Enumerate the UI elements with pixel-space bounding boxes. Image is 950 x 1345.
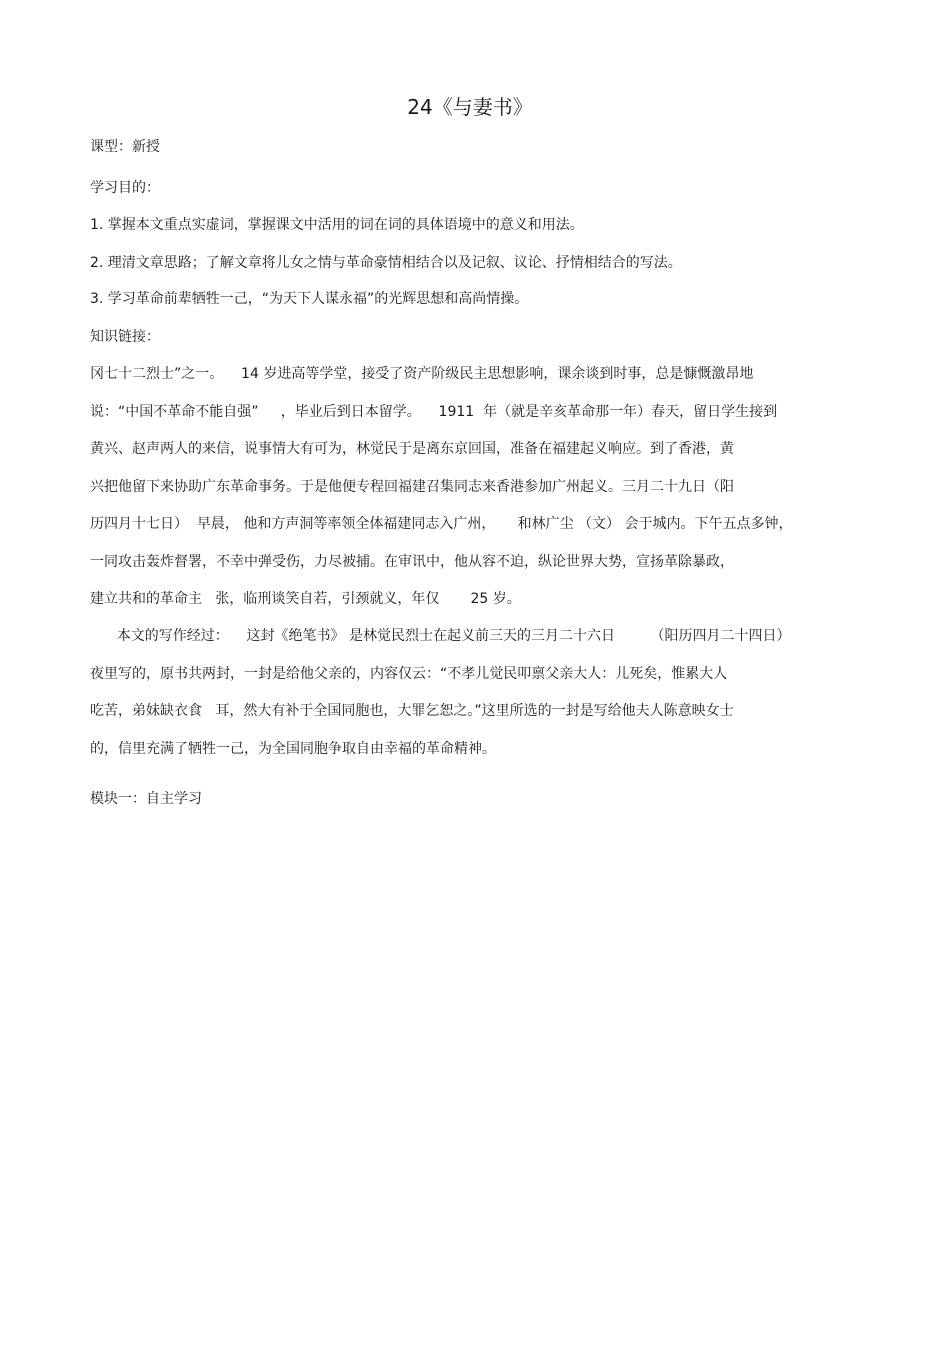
paragraph-line: 夜里写的，原书共两封，一封是给他父亲的，内容仅云：“不孝儿觉民叩禀父亲大人：儿死矣，惟累大人 — [90, 666, 728, 682]
paragraph-line: 历四月十七日） 早晨， 他和方声洞等率领全体福建同志入广州， 和林广尘 （文） 会于城内。下午五点多钟， — [90, 516, 793, 532]
document-title: 24《与妻书》 — [407, 95, 533, 119]
paragraph-line: 建立共和的革命主 张，临刑谈笑自若，引颈就义，年仅 25 岁。 — [90, 591, 521, 607]
lesson-type: 课型：新授 — [90, 139, 160, 155]
learning-goal-3: 3. 学习革命前辈牺牲一己，“为天下人谋永福”的光辉思想和高尚情操。 — [90, 291, 529, 307]
paragraph-line: 黄兴、赵声两人的来信，说事情大有可为，林觉民于是离东京回国，准备在福建起义响应。到了香港，黄 — [90, 441, 734, 457]
paragraph-line: 的，信里充满了牺牲一己，为全国同胞争取自由幸福的革命精神。 — [90, 741, 496, 757]
paragraph-line: 冈七十二烈士”之一。 14 岁进高等学堂，接受了资产阶级民主思想影响，课余谈到时事，总是慷慨激昂地 — [90, 366, 754, 382]
paragraph-line: 兴把他留下来协助广东革命事务。于是他便专程回福建召集同志来香港参加广州起义。三月二十九日（阳 — [90, 479, 734, 495]
paragraph-line: 吃苦，弟妹缺衣食 耳，然大有补于全国同胞也，大罪乞恕之。”这里所选的一封是写给他夫人陈意映女士 — [90, 703, 734, 719]
learning-goal-2: 2. 理清文章思路；了解文章将儿女之情与革命豪情相结合以及记叙、议论、抒情相结合的写法。 — [90, 255, 682, 271]
paragraph-line: 本文的写作经过： 这封《绝笔书》 是林觉民烈士在起义前三天的三月二十六日 （阳历四月二十四日） — [90, 628, 791, 644]
learning-goals-heading: 学习目的： — [90, 180, 160, 196]
knowledge-link-heading: 知识链接： — [90, 329, 160, 345]
paragraph-line: 一同攻击轰炸督署，不幸中弹受伤，力尽被捕。在审讯中，他从容不迫，纵论世界大势，宣扬革除暴政， — [90, 554, 734, 570]
paragraph-line: 说：“中国不革命不能自强” ，毕业后到日本留学。 1911 年（就是辛亥革命那一年）春天，留日学生接到 — [90, 404, 778, 420]
learning-goal-1: 1. 掌握本文重点实虚词，掌握课文中活用的词在词的具体语境中的意义和用法。 — [90, 217, 584, 233]
module-one-heading: 模块一：自主学习 — [90, 791, 202, 807]
